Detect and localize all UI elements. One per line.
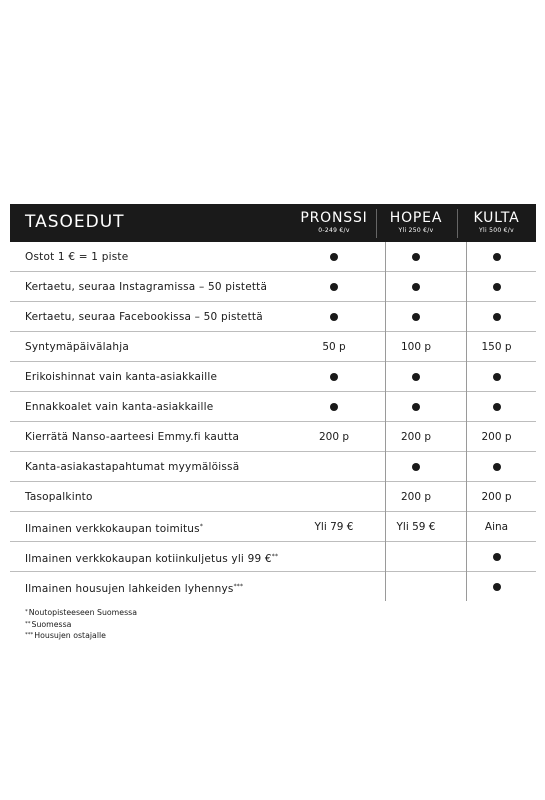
table-row [10,572,536,602]
tier-cell-kulta [457,302,536,332]
table-row [10,302,536,332]
tier-cell-pronssi [293,362,375,392]
included-dot-icon [412,313,420,321]
table-row [10,422,536,452]
footnote [25,630,137,642]
tier-cell-kulta: 200 p [481,491,512,503]
table-header [10,204,536,242]
included-dot-icon [493,403,501,411]
tier-pronssi [293,210,375,235]
benefit-text: Kertaetu, seuraa Instagramissa – 50 pistettä [25,281,268,293]
table-row [10,272,536,302]
footnote-mark: * [25,609,28,615]
tier-cell-hopea [376,392,456,422]
tier-cell-pronssi [293,242,375,272]
benefit-text: Erikoishinnat vain kanta-asiakkaille [25,371,218,383]
table-row [10,362,536,392]
tier-cell-hopea [376,362,456,392]
tier-cell-hopea: 100 p [400,341,432,353]
tier-cell-pronssi [293,302,375,332]
included-dot-icon [493,583,501,591]
tier-cell-kulta [457,542,536,572]
footnotes [25,607,137,642]
tier-kulta [457,210,536,235]
benefit-text: Kertaetu, seuraa Facebookissa – 50 pistettä [25,311,263,323]
benefit-label [25,242,128,272]
tier-range: Yli 500 €/v [479,227,514,234]
benefit-label [25,422,239,452]
footnote-mark: ** [25,620,31,627]
included-dot-icon [412,403,420,411]
included-dot-icon [493,553,501,561]
benefit-label [25,302,263,332]
benefit-text: Ilmainen verkkokaupan toimitus [25,523,200,535]
tier-name: PRONSSI [300,210,368,226]
included-dot-icon [412,283,420,291]
table-row [10,392,536,422]
benefits-table [10,204,536,602]
tier-cell-kulta [457,362,536,392]
table-row [10,242,536,272]
included-dot-icon [412,253,420,261]
tier-range: Yli 250 €/v [398,227,434,234]
benefit-text: Ennakkoalet vain kanta-asiakkaille [25,401,214,413]
footnote [25,607,137,619]
tier-cell-kulta: 150 p [481,341,512,353]
included-dot-icon [493,253,501,261]
footnote-marker: * [199,523,204,530]
tier-cell-hopea: 200 p [400,431,432,443]
included-dot-icon [493,463,501,471]
included-dot-icon [330,253,338,261]
footnote-mark: *** [25,632,34,638]
included-dot-icon [412,463,420,471]
included-dot-icon [493,313,501,321]
included-dot-icon [330,403,338,411]
benefit-label [25,542,278,574]
table-title: TASOEDUT [25,212,125,232]
tier-hopea [376,210,456,235]
table-row [10,482,536,512]
benefit-text: Kierrätä Nanso-aarteesi Emmy.fi kautta [25,431,240,443]
column-divider [385,242,386,601]
table-row [10,512,536,542]
tier-cell-hopea [376,242,456,272]
tier-cell-kulta [457,452,536,482]
benefit-text: Syntymäpäivälahja [25,341,129,353]
tier-cell-kulta [457,272,536,302]
column-divider [466,242,467,601]
benefit-label [25,272,267,302]
benefit-label [25,512,203,544]
included-dot-icon [493,373,501,381]
footnote-text: Housujen ostajalle [34,631,106,640]
tier-cell-hopea: Yli 59 € [396,521,436,533]
included-dot-icon [330,283,338,291]
footnote-marker: ** [271,553,279,560]
benefit-label [25,392,213,422]
benefit-text: Ostot 1 € = 1 piste [25,251,129,263]
benefit-text: Ilmainen verkkokaupan kotiinkuljetus yli 99 € [25,553,272,565]
tier-cell-kulta [457,392,536,422]
tier-cell-hopea: 200 p [400,491,432,503]
tier-range: 0-249 €/v [318,227,350,234]
footnote-text: Noutopisteeseen Suomessa [28,608,137,617]
tier-name: KULTA [473,210,520,226]
benefit-text: Kanta-asiakastapahtumat myymälöissä [25,461,240,473]
tier-cell-pronssi: Yli 79 € [314,521,354,533]
tier-cell-hopea [376,272,456,302]
tier-cell-pronssi [293,272,375,302]
table-row [10,452,536,482]
table-row [10,542,536,572]
tier-cell-hopea [376,302,456,332]
tier-cell-kulta [457,572,536,602]
tier-cell-kulta: Aina [484,521,509,533]
benefit-label [25,362,217,392]
footnote [25,619,137,631]
included-dot-icon [412,373,420,381]
tier-cell-kulta [457,242,536,272]
included-dot-icon [493,283,501,291]
included-dot-icon [330,373,338,381]
table-row [10,332,536,362]
footnote-marker: *** [233,583,244,590]
tier-cell-kulta: 200 p [481,431,512,443]
benefit-text: Tasopalkinto [25,491,93,503]
benefit-label [25,332,129,362]
benefit-text: Ilmainen housujen lahkeiden lyhennys [25,583,234,595]
benefit-label [25,482,93,512]
benefit-label [25,572,243,604]
tier-cell-pronssi: 200 p [318,431,350,443]
benefit-label [25,452,239,482]
tier-cell-pronssi [293,392,375,422]
tier-cell-hopea [376,452,456,482]
tier-cell-pronssi: 50 p [322,341,346,353]
tier-name: HOPEA [389,210,443,226]
included-dot-icon [330,313,338,321]
footnote-text: Suomessa [31,619,72,629]
table-body [10,242,536,602]
